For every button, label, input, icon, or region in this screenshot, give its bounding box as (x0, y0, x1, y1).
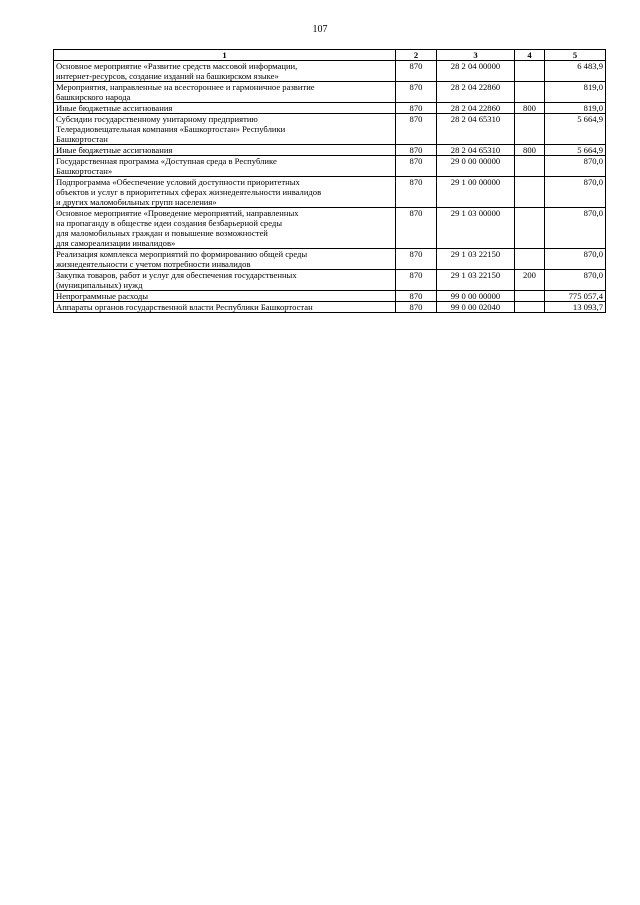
table-row (54, 103, 606, 114)
target-article-cell: 28 2 04 22860 (437, 82, 515, 103)
column-header: 3 (437, 50, 515, 61)
expense-type-cell (515, 302, 545, 313)
department-code-cell: 870 (396, 114, 437, 145)
expense-name-cell (54, 145, 396, 156)
expense-name-line: Закупка товаров, работ и услуг для обеспечения государственных (56, 270, 297, 280)
department-code-cell: 870 (396, 291, 437, 302)
table-row (54, 291, 606, 302)
expense-name-line: Субсидии государственному унитарному предприятию (56, 114, 258, 124)
table-row (54, 156, 606, 177)
expense-name-line: Телерадиовещательная компания «Башкортостан» Республики (56, 124, 286, 134)
target-article-cell: 29 1 03 22150 (437, 270, 515, 291)
page-number: 107 (312, 24, 328, 35)
expense-name-line: Непрограммные расходы (56, 291, 149, 301)
table-row (54, 302, 606, 313)
expense-name-cell (54, 291, 396, 302)
expense-name-cell (54, 249, 396, 270)
expense-type-cell (515, 114, 545, 145)
target-article-cell: 29 1 03 00000 (437, 208, 515, 249)
expense-name-line: на пропаганду в обществе идеи создания безбарьерной среды (56, 218, 283, 228)
table-row (54, 270, 606, 291)
expense-name-line: Иные бюджетные ассигнования (56, 103, 173, 113)
expense-name-cell (54, 82, 396, 103)
amount-cell: 870,0 (545, 270, 606, 291)
expense-name-line: (муниципальных) нужд (56, 280, 143, 290)
expense-name-cell (54, 103, 396, 114)
target-article-cell: 29 0 00 00000 (437, 156, 515, 177)
expense-name-cell (54, 302, 396, 313)
expense-type-cell (515, 156, 545, 177)
department-code-cell: 870 (396, 302, 437, 313)
column-header: 4 (515, 50, 545, 61)
expense-name-line: и других маломобильных групп населения» (56, 197, 217, 207)
expense-type-cell: 800 (515, 103, 545, 114)
table-row (54, 114, 606, 145)
expense-type-cell (515, 208, 545, 249)
expense-type-cell (515, 249, 545, 270)
expense-name-cell (54, 270, 396, 291)
expense-type-cell: 200 (515, 270, 545, 291)
expense-name-line: Государственная программа «Доступная среда в Республике (56, 156, 277, 166)
expense-name-cell (54, 114, 396, 145)
department-code-cell: 870 (396, 270, 437, 291)
expense-name-line: Аппараты органов государственной власти Республики Башкортостан (56, 302, 313, 312)
target-article-cell: 99 0 00 02040 (437, 302, 515, 313)
table-row (54, 61, 606, 82)
table-row (54, 249, 606, 270)
table-header-row (54, 50, 606, 61)
amount-cell: 5 664,9 (545, 114, 606, 145)
expense-name-line: для самореализации инвалидов» (56, 238, 176, 248)
target-article-cell: 99 0 00 00000 (437, 291, 515, 302)
department-code-cell: 870 (396, 103, 437, 114)
expense-type-cell (515, 177, 545, 208)
department-code-cell: 870 (396, 208, 437, 249)
target-article-cell: 28 2 04 65310 (437, 114, 515, 145)
amount-cell: 870,0 (545, 177, 606, 208)
expense-type-cell (515, 291, 545, 302)
expense-name-cell (54, 208, 396, 249)
amount-cell: 870,0 (545, 249, 606, 270)
expense-name-line: Башкортостан» (56, 166, 113, 176)
budget-table (53, 49, 606, 313)
department-code-cell: 870 (396, 249, 437, 270)
expense-name-line: объектов и услуг в приоритетных сферах жизнедеятельности инвалидов (56, 187, 322, 197)
expense-type-cell (515, 82, 545, 103)
column-header: 5 (545, 50, 606, 61)
department-code-cell: 870 (396, 82, 437, 103)
expense-name-line: интернет-ресурсов, создание изданий на башкирском языке» (56, 71, 279, 81)
amount-cell: 6 483,9 (545, 61, 606, 82)
table-row (54, 208, 606, 249)
target-article-cell: 29 1 00 00000 (437, 177, 515, 208)
expense-type-cell (515, 61, 545, 82)
amount-cell: 819,0 (545, 82, 606, 103)
expense-name-line: жизнедеятельности с учетом потребности инвалидов (56, 259, 251, 269)
amount-cell: 5 664,9 (545, 145, 606, 156)
column-header: 2 (396, 50, 437, 61)
expense-name-line: Основное мероприятие «Проведение мероприятий, направленных (56, 208, 299, 218)
expense-name-line: Башкортостан (56, 134, 108, 144)
expense-name-line: Реализация комплекса мероприятий по формированию общей среды (56, 249, 308, 259)
table-row (54, 82, 606, 103)
expense-name-cell (54, 61, 396, 82)
amount-cell: 870,0 (545, 156, 606, 177)
expense-name-line: Подпрограмма «Обеспечение условий доступности приоритетных (56, 177, 300, 187)
expense-name-line: Мероприятия, направленные на всестороннее и гармоничное развитие (56, 82, 315, 92)
expense-name-line: Иные бюджетные ассигнования (56, 145, 173, 155)
table-row (54, 145, 606, 156)
column-header: 1 (54, 50, 396, 61)
table-row (54, 177, 606, 208)
amount-cell: 13 093,7 (545, 302, 606, 313)
amount-cell: 775 057,4 (545, 291, 606, 302)
expense-name-line: Основное мероприятие «Развитие средств массовой информации, (56, 61, 298, 71)
department-code-cell: 870 (396, 177, 437, 208)
department-code-cell: 870 (396, 156, 437, 177)
department-code-cell: 870 (396, 145, 437, 156)
amount-cell: 819,0 (545, 103, 606, 114)
amount-cell: 870,0 (545, 208, 606, 249)
expense-name-line: для маломобильных граждан и повышение возможностей (56, 228, 268, 238)
expense-name-cell (54, 177, 396, 208)
expense-name-cell (54, 156, 396, 177)
target-article-cell: 28 2 04 65310 (437, 145, 515, 156)
target-article-cell: 29 1 03 22150 (437, 249, 515, 270)
expense-type-cell: 800 (515, 145, 545, 156)
department-code-cell: 870 (396, 61, 437, 82)
target-article-cell: 28 2 04 00000 (437, 61, 515, 82)
target-article-cell: 28 2 04 22860 (437, 103, 515, 114)
expense-name-line: башкирского народа (56, 92, 131, 102)
